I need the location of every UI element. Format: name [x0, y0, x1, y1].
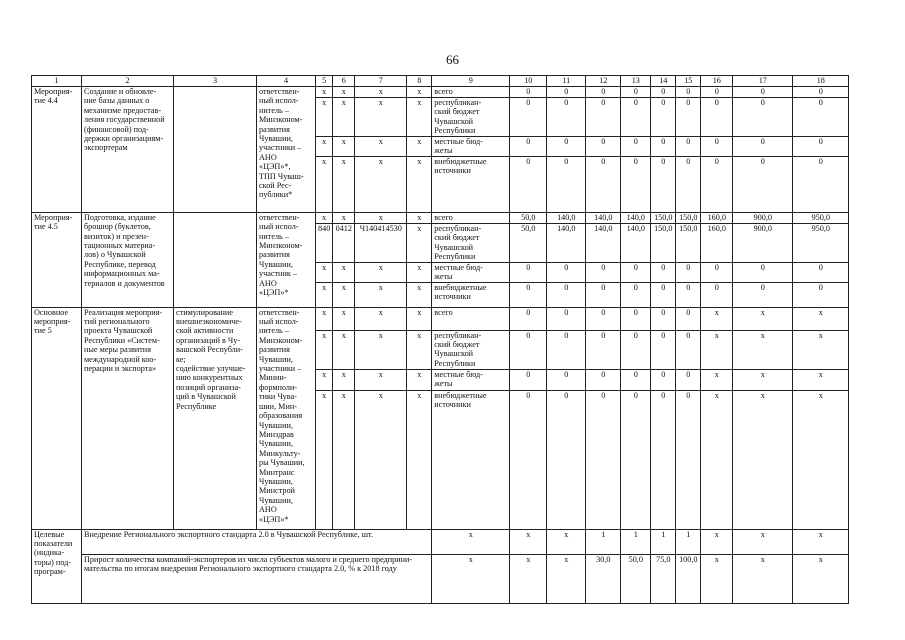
budget-code: x: [355, 98, 407, 137]
budget-code: x: [316, 330, 333, 369]
budget-code: x: [355, 307, 407, 330]
column-header: 10: [510, 76, 547, 87]
value-cell: 0: [793, 98, 849, 137]
funding-source: местные бюд- жеты: [432, 262, 510, 282]
value-cell: 0: [793, 87, 849, 98]
budget-code: x: [355, 282, 407, 307]
measure-title: Создание и обновле- ние базы данных о механизме предостав- ления государственной (финансовой) под- держки организациям- экспортерам: [82, 87, 174, 213]
measure-name: Мероприя- тие 4.4: [32, 87, 82, 213]
budget-code: x: [316, 282, 333, 307]
value-cell: 140,0: [547, 223, 586, 262]
column-header: 14: [651, 76, 676, 87]
indicator-value: x: [793, 529, 849, 554]
value-cell: 0: [701, 282, 733, 307]
budget-code: x: [333, 390, 355, 529]
value-cell: 0: [510, 330, 547, 369]
value-cell: 150,0: [651, 223, 676, 262]
budget-code: x: [407, 369, 432, 390]
value-cell: x: [701, 390, 733, 529]
budget-code: x: [407, 137, 432, 157]
value-cell: 0: [621, 282, 651, 307]
value-cell: 0: [621, 156, 651, 212]
indicator-value: 1: [651, 529, 676, 554]
value-cell: x: [793, 390, 849, 529]
value-cell: 50,0: [510, 212, 547, 223]
table-row: [32, 307, 849, 330]
measure-executor: ответствен- ный испол- нитель – Минэконом- развития Чувашии, участник – АНО «ЦЭП»*: [257, 212, 316, 307]
value-cell: 0: [621, 87, 651, 98]
budget-code: x: [355, 212, 407, 223]
value-cell: 0: [651, 330, 676, 369]
column-header: 1: [32, 76, 82, 87]
value-cell: 140,0: [547, 212, 586, 223]
value-cell: 140,0: [586, 223, 621, 262]
value-cell: 0: [701, 87, 733, 98]
value-cell: 0: [793, 156, 849, 212]
value-cell: 0: [701, 137, 733, 157]
value-cell: 0: [651, 87, 676, 98]
value-cell: 0: [733, 137, 793, 157]
funding-source: республикан- ский бюджет Чувашской Республики: [432, 98, 510, 137]
budget-code: x: [316, 307, 333, 330]
value-cell: 0: [547, 369, 586, 390]
column-header: 17: [733, 76, 793, 87]
value-cell: 140,0: [621, 223, 651, 262]
table-row: [32, 87, 849, 98]
value-cell: 0: [621, 262, 651, 282]
value-cell: x: [793, 330, 849, 369]
budget-code: x: [333, 87, 355, 98]
value-cell: 0: [651, 369, 676, 390]
value-cell: 0: [651, 98, 676, 137]
measure-name: Основное мероприя- тие 5: [32, 307, 82, 529]
budget-code: x: [333, 282, 355, 307]
value-cell: 0: [547, 390, 586, 529]
budget-code: x: [333, 98, 355, 137]
column-header: 12: [586, 76, 621, 87]
value-cell: 0: [547, 307, 586, 330]
value-cell: 0: [733, 87, 793, 98]
value-cell: 0: [586, 330, 621, 369]
funding-source: местные бюд- жеты: [432, 369, 510, 390]
budget-code: x: [407, 223, 432, 262]
value-cell: 0: [510, 156, 547, 212]
budget-code: x: [407, 156, 432, 212]
budget-code: x: [316, 369, 333, 390]
value-cell: 0: [676, 390, 701, 529]
value-cell: 950,0: [793, 212, 849, 223]
budget-code: x: [407, 282, 432, 307]
value-cell: 0: [676, 282, 701, 307]
budget-code: x: [316, 87, 333, 98]
value-cell: 160,0: [701, 212, 733, 223]
budget-code: x: [333, 307, 355, 330]
budget-code: x: [333, 369, 355, 390]
value-cell: 0: [676, 262, 701, 282]
value-cell: x: [793, 369, 849, 390]
indicator-value: 1: [586, 529, 621, 554]
value-cell: 0: [621, 390, 651, 529]
budget-code: Ч140414530: [355, 223, 407, 262]
indicator-value: 1: [621, 529, 651, 554]
column-header: 6: [333, 76, 355, 87]
funding-source: республикан- ский бюджет Чувашской Республики: [432, 330, 510, 369]
indicator-value: 100,0: [676, 554, 701, 603]
value-cell: 0: [510, 282, 547, 307]
funding-source: республикан- ский бюджет Чувашской Республики: [432, 223, 510, 262]
value-cell: 0: [510, 307, 547, 330]
funding-source: всего: [432, 87, 510, 98]
budget-code: x: [333, 137, 355, 157]
value-cell: 160,0: [701, 223, 733, 262]
column-header: 11: [547, 76, 586, 87]
budget-code: x: [355, 137, 407, 157]
indicator-row: [32, 554, 849, 603]
value-cell: 0: [651, 137, 676, 157]
value-cell: 0: [621, 307, 651, 330]
column-header: 2: [82, 76, 174, 87]
budget-code: x: [355, 87, 407, 98]
value-cell: 900,0: [733, 223, 793, 262]
value-cell: 0: [793, 262, 849, 282]
indicator-value: x: [432, 554, 510, 603]
value-cell: 0: [701, 262, 733, 282]
indicator-value: x: [547, 529, 586, 554]
column-header: 7: [355, 76, 407, 87]
indicator-value: x: [701, 554, 733, 603]
value-cell: 0: [547, 330, 586, 369]
budget-code: x: [333, 262, 355, 282]
value-cell: 0: [621, 137, 651, 157]
budget-code: 0412: [333, 223, 355, 262]
column-header: 5: [316, 76, 333, 87]
column-header: 18: [793, 76, 849, 87]
value-cell: 0: [733, 282, 793, 307]
value-cell: x: [733, 369, 793, 390]
value-cell: 0: [676, 98, 701, 137]
indicator-value: x: [733, 554, 793, 603]
value-cell: x: [701, 330, 733, 369]
budget-code: x: [355, 369, 407, 390]
page-number: 66: [446, 52, 459, 67]
value-cell: 0: [651, 390, 676, 529]
value-cell: 0: [676, 369, 701, 390]
measure-name: Мероприя- тие 4.5: [32, 212, 82, 307]
budget-code: x: [333, 330, 355, 369]
value-cell: 0: [510, 137, 547, 157]
column-header: 3: [174, 76, 257, 87]
value-cell: 0: [651, 156, 676, 212]
value-cell: x: [701, 307, 733, 330]
budget-code: 840: [316, 223, 333, 262]
value-cell: 0: [547, 262, 586, 282]
indicator-text: Внедрение Регионального экспортного стандарта 2.0 в Чувашской Республике, шт.: [82, 529, 432, 554]
measure-goal: [174, 87, 257, 213]
value-cell: x: [701, 369, 733, 390]
budget-code: x: [355, 262, 407, 282]
indicator-value: x: [793, 554, 849, 603]
measure-title: Подготовка, издание брошюр (буклетов, визиток) и презен- тационных материа- лов) о Чувашской Республике, перевод информационных ма- териалов и документов: [82, 212, 174, 307]
budget-code: x: [355, 390, 407, 529]
indicator-value: 50,0: [621, 554, 651, 603]
indicator-value: x: [510, 529, 547, 554]
funding-source: всего: [432, 212, 510, 223]
value-cell: 0: [510, 369, 547, 390]
indicator-value: 1: [676, 529, 701, 554]
value-cell: 0: [586, 390, 621, 529]
value-cell: 0: [621, 369, 651, 390]
indicator-row: [32, 529, 849, 554]
value-cell: 0: [651, 307, 676, 330]
value-cell: 0: [586, 307, 621, 330]
funding-source: всего: [432, 307, 510, 330]
funding-source: местные бюд- жеты: [432, 137, 510, 157]
value-cell: 150,0: [676, 212, 701, 223]
funding-source: внебюджетные источники: [432, 390, 510, 529]
budget-code: x: [316, 390, 333, 529]
table-row: [32, 212, 849, 223]
value-cell: 0: [586, 369, 621, 390]
budget-code: x: [407, 98, 432, 137]
value-cell: 0: [586, 156, 621, 212]
value-cell: 950,0: [793, 223, 849, 262]
value-cell: 0: [510, 98, 547, 137]
value-cell: 0: [701, 98, 733, 137]
value-cell: 0: [586, 137, 621, 157]
budget-code: x: [407, 330, 432, 369]
value-cell: 0: [676, 137, 701, 157]
measure-goal: [174, 212, 257, 307]
value-cell: 0: [733, 98, 793, 137]
value-cell: 0: [793, 137, 849, 157]
indicator-value: 75,0: [651, 554, 676, 603]
value-cell: 140,0: [621, 212, 651, 223]
budget-code: x: [316, 212, 333, 223]
value-cell: 0: [676, 156, 701, 212]
value-cell: 0: [547, 156, 586, 212]
budget-code: x: [333, 156, 355, 212]
indicators-label: Целевые показатели (индика- торы) под- програм-: [32, 529, 82, 603]
budget-code: x: [407, 262, 432, 282]
value-cell: 0: [586, 282, 621, 307]
value-cell: x: [733, 307, 793, 330]
budget-code: x: [355, 156, 407, 212]
value-cell: 0: [621, 98, 651, 137]
budget-code: x: [316, 156, 333, 212]
column-header: 4: [257, 76, 316, 87]
budget-code: x: [316, 262, 333, 282]
value-cell: 0: [586, 262, 621, 282]
budget-code: x: [407, 87, 432, 98]
column-header: 15: [676, 76, 701, 87]
measure-executor: ответствен- ный испол- нитель – Минэконом- развития Чувашии, участники – Минин- формполи- тики Чува- шии, Мин- образования Чувашии, Минздрав Чувашии, Минкульту- ры Чувашии, Минтранс Чувашии, Минстрой Чувашии, АНО «ЦЭП»*: [257, 307, 316, 529]
value-cell: 50,0: [510, 223, 547, 262]
value-cell: 0: [547, 137, 586, 157]
value-cell: 0: [701, 156, 733, 212]
value-cell: 150,0: [651, 212, 676, 223]
budget-code: x: [316, 137, 333, 157]
indicator-value: x: [701, 529, 733, 554]
value-cell: x: [733, 390, 793, 529]
measure-executor: ответствен- ный испол- нитель – Минэконом- развития Чувашии, участники – АНО «ЦЭП»*, ТПП Чуваш- ской Рес- публики*: [257, 87, 316, 213]
budget-code: x: [355, 330, 407, 369]
header-row: [32, 76, 849, 87]
value-cell: 900,0: [733, 212, 793, 223]
measure-title: Реализация мероприя- тий регионального проекта Чувашской Республики «Систем- ные меры развития международной коо- перации и экспорта»: [82, 307, 174, 529]
value-cell: 0: [676, 307, 701, 330]
column-header: 16: [701, 76, 733, 87]
value-cell: x: [793, 307, 849, 330]
value-cell: 0: [586, 98, 621, 137]
column-header: 8: [407, 76, 432, 87]
value-cell: 0: [586, 87, 621, 98]
value-cell: 140,0: [586, 212, 621, 223]
value-cell: 0: [510, 87, 547, 98]
value-cell: 0: [793, 282, 849, 307]
value-cell: 0: [733, 156, 793, 212]
value-cell: 0: [510, 262, 547, 282]
value-cell: 0: [676, 330, 701, 369]
budget-code: x: [333, 212, 355, 223]
indicator-value: x: [733, 529, 793, 554]
indicator-value: x: [547, 554, 586, 603]
measure-goal: стимулирование внешнеэкономиче- ской активности организаций в Чу- вашской Республи- ке; содействие улучше- нию конкурентных позиций организа- ций в Чувашской Республике: [174, 307, 257, 529]
value-cell: 0: [651, 282, 676, 307]
value-cell: 0: [621, 330, 651, 369]
budget-code: x: [407, 390, 432, 529]
value-cell: 0: [547, 87, 586, 98]
budget-table: [31, 75, 849, 604]
value-cell: 150,0: [676, 223, 701, 262]
value-cell: 0: [676, 87, 701, 98]
value-cell: 0: [547, 98, 586, 137]
column-header: 13: [621, 76, 651, 87]
funding-source: внебюджетные источники: [432, 282, 510, 307]
indicator-text: Прирост количества компаний-экспортеров из числа субъектов малого и среднего предприни- мательства по итогам внедрения Регионального экспортного стандарта 2.0, % к 2018 году: [82, 554, 432, 603]
value-cell: 0: [733, 262, 793, 282]
value-cell: 0: [510, 390, 547, 529]
budget-code: x: [407, 212, 432, 223]
value-cell: 0: [651, 262, 676, 282]
indicator-value: x: [510, 554, 547, 603]
funding-source: внебюджетные источники: [432, 156, 510, 212]
budget-code: x: [407, 307, 432, 330]
value-cell: 0: [547, 282, 586, 307]
column-header: 9: [432, 76, 510, 87]
budget-code: x: [316, 98, 333, 137]
indicator-value: x: [432, 529, 510, 554]
indicator-value: 30,0: [586, 554, 621, 603]
value-cell: x: [733, 330, 793, 369]
